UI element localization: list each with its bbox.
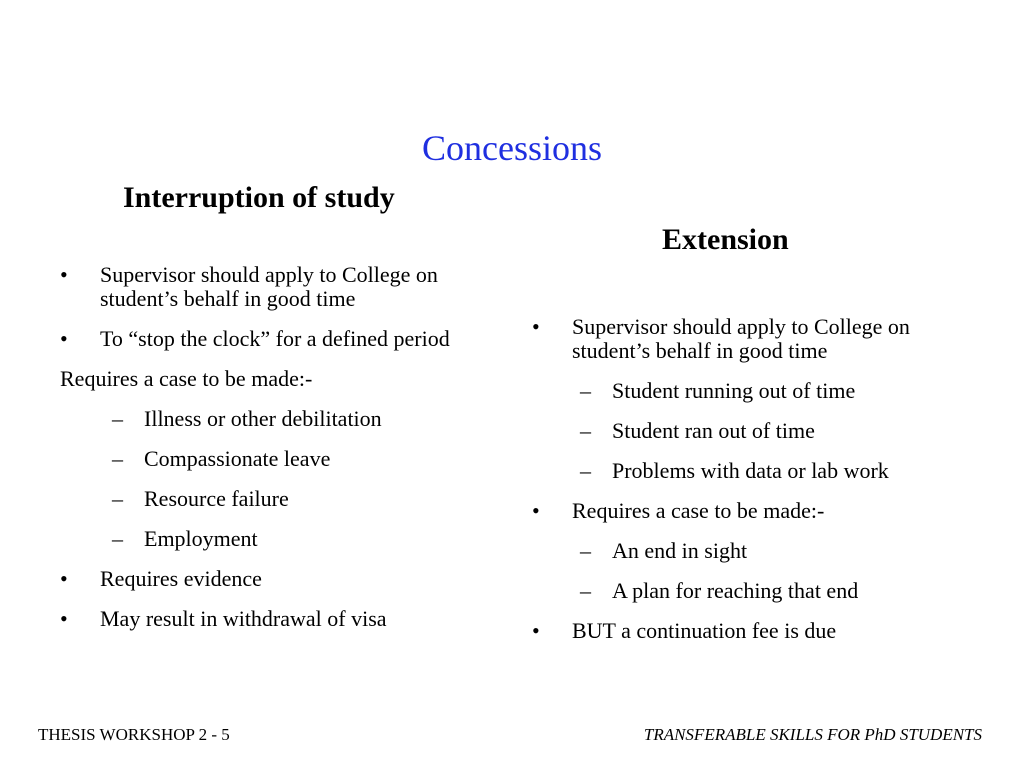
list-item xyxy=(532,315,962,363)
sub-list-item-text: Problems with data or lab work xyxy=(612,458,889,483)
sub-list-item xyxy=(532,539,962,563)
list-item xyxy=(60,263,490,311)
list-item xyxy=(60,607,490,631)
bullet-marker: • xyxy=(60,262,68,287)
interruption-column xyxy=(60,263,490,647)
extension-column xyxy=(532,315,962,659)
sub-list-item xyxy=(60,487,490,511)
sub-list-item xyxy=(532,419,962,443)
dash-marker: – xyxy=(580,418,591,443)
sub-list-item xyxy=(532,579,962,603)
list-item-text: May result in withdrawal of visa xyxy=(100,606,387,631)
sub-list-item-text: Student running out of time xyxy=(612,378,856,403)
list-item-text: To “stop the clock” for a defined period xyxy=(100,326,450,351)
list-item xyxy=(532,619,962,643)
sub-list-item-text: Student ran out of time xyxy=(612,418,815,443)
sub-list-item-text: Resource failure xyxy=(144,486,289,511)
sub-list-item-text: Illness or other debilitation xyxy=(144,406,382,431)
bullet-marker: • xyxy=(532,498,540,523)
bullet-marker: • xyxy=(60,326,68,351)
sub-list-item-text: Compassionate leave xyxy=(144,446,331,471)
interruption-heading: Interruption of study xyxy=(123,181,395,214)
bullet-marker: • xyxy=(60,606,68,631)
sub-list-item xyxy=(60,447,490,471)
sub-list-item-text: A plan for reaching that end xyxy=(612,578,859,603)
dash-marker: – xyxy=(112,526,123,551)
list-item-text: Supervisor should apply to College on student’s behalf in good time xyxy=(572,314,910,363)
dash-marker: – xyxy=(112,446,123,471)
dash-marker: – xyxy=(580,458,591,483)
list-item-text: Requires evidence xyxy=(100,566,262,591)
dash-marker: – xyxy=(580,578,591,603)
sub-list-item xyxy=(60,407,490,431)
footer-workshop-label: THESIS WORKSHOP 2 - 5 xyxy=(38,725,230,744)
list-item xyxy=(60,327,490,351)
footer-course-label: TRANSFERABLE SKILLS FOR PhD STUDENTS xyxy=(643,725,982,744)
sub-list-item-text: An end in sight xyxy=(612,538,748,563)
bullet-marker: • xyxy=(60,566,68,591)
sub-list-item xyxy=(532,459,962,483)
dash-marker: – xyxy=(112,486,123,511)
sub-list-item-text: Employment xyxy=(144,526,258,551)
dash-marker: – xyxy=(580,378,591,403)
list-item-text: BUT a continuation fee is due xyxy=(572,618,837,643)
dash-marker: – xyxy=(112,406,123,431)
dash-marker: – xyxy=(580,538,591,563)
extension-heading: Extension xyxy=(662,223,789,256)
bullet-marker: • xyxy=(532,314,540,339)
list-item-text: Requires a case to be made:- xyxy=(572,498,825,523)
sub-list-item xyxy=(532,379,962,403)
bullet-marker: • xyxy=(532,618,540,643)
list-item xyxy=(60,567,490,591)
list-item-text: Supervisor should apply to College on student’s behalf in good time xyxy=(100,262,438,311)
sub-list-item xyxy=(60,527,490,551)
slide-title: Concessions xyxy=(422,128,602,168)
list-item xyxy=(532,499,962,523)
case-requirement-text: Requires a case to be made:- xyxy=(60,366,313,391)
